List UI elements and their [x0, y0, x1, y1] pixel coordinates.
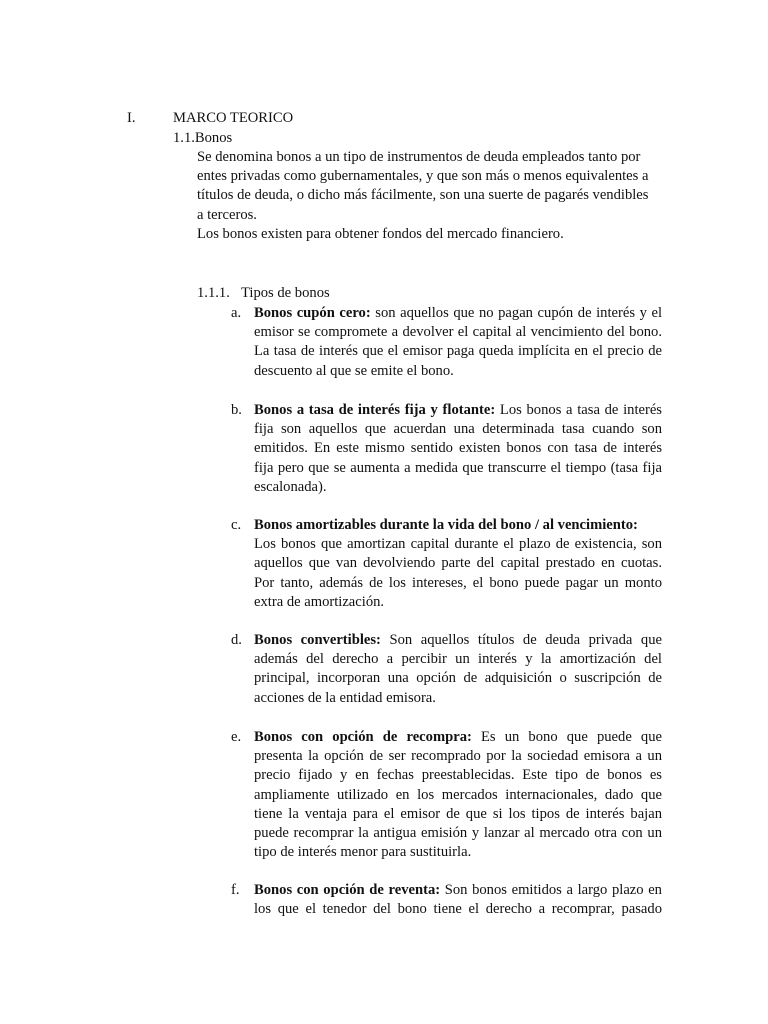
list-item-line: Por tanto, además de los intereses, el bono puede pagar un monto — [254, 574, 662, 591]
list-item-marker: b. — [231, 402, 242, 418]
list-item-line: Los bonos que amortizan capital durante el plazo de existencia, son — [254, 536, 662, 553]
section-title: MARCO TEORICO — [173, 110, 294, 126]
list-item-marker: e. — [231, 729, 242, 745]
list-item — [254, 631, 662, 708]
list-item-text: Son aquellos títulos de deuda privada que — [380, 632, 662, 648]
paragraph-line: a terceros. — [197, 206, 257, 223]
subsubsection-number: 1.1.1. — [197, 285, 230, 301]
list-item-text: son aquellos que no pagan cupón de interés y el — [370, 305, 662, 321]
paragraph-line: Los bonos existen para obtener fondos del mercado financiero. — [197, 225, 564, 242]
list-item-marker: a. — [231, 305, 242, 321]
list-item-text: Los bonos a tasa de interés — [495, 402, 662, 418]
subsection-heading: 1.1.Bonos — [173, 130, 233, 146]
list-item-line: principal, incorporan una opción de adquisición o suscripción de — [254, 670, 662, 687]
list-item-line: presenta la opción de ser recomprado por la sociedad emisora a un — [254, 748, 662, 765]
list-item-term: Bonos convertibles: — [254, 632, 381, 648]
list-item-line: acciones de la entidad emisora. — [254, 689, 436, 706]
list-item-line: fija son aquellos que acuerdan una determinada tasa cuando son — [254, 421, 662, 438]
list-item-line: precio fijado y en fechas preestablecidas. Este tipo de bonos es — [254, 767, 662, 784]
list-item-line: descuento al que se emite el bono. — [254, 362, 454, 379]
list-item-term: Bonos a tasa de interés fija y flotante: — [254, 402, 496, 418]
list-item-line: tipo de interés menor para sustituirla. — [254, 844, 472, 861]
list-item-marker: c. — [231, 517, 242, 533]
list-item-line: tiene la ventaja para el emisor de que si los tipos de interés bajan — [254, 805, 662, 822]
section-numeral: I. — [127, 110, 136, 126]
list-item-line: aquellos que van devolviendo parte del capital prestado en cuotas. — [254, 555, 662, 572]
list-item — [254, 728, 662, 862]
list-item-line: emitidos. En este mismo sentido existen bonos con tasa de interés — [254, 440, 662, 457]
list-item-line: puede recomprar la antigua emisión y lanzar al mercado otra con un — [254, 825, 662, 842]
list-item-line: La tasa de interés que el emisor paga queda implícita en el precio de — [254, 343, 662, 360]
list-item — [254, 516, 662, 612]
list-item-text: Son bonos emitidos a largo plazo en — [440, 882, 662, 898]
list-item-text: Es un bono que puede que — [471, 729, 662, 745]
list-item-line: extra de amortización. — [254, 593, 385, 610]
paragraph-line: Se denomina bonos a un tipo de instrumentos de deuda empleados tanto por — [197, 149, 641, 165]
list-item-marker: d. — [231, 632, 242, 648]
list-item-marker: f. — [231, 882, 240, 898]
list-item — [254, 881, 662, 919]
list-item-line: los que el tenedor del bono tiene el derecho a recomprar, pasado — [254, 901, 662, 918]
subsubsection-title: Tipos de bonos — [241, 285, 330, 301]
list-item — [254, 304, 662, 381]
list-item-line: ampliamente utilizado en los mercados internacionales, dado que — [254, 786, 662, 803]
list-item-term: Bonos cupón cero: — [254, 305, 371, 321]
list-item-line: fija pero que se aumenta a medida que transcurre el tiempo (tasa fija — [254, 459, 662, 476]
list-item-term: Bonos amortizables durante la vida del bono / al vencimiento: — [254, 517, 638, 533]
paragraph-line: entes privadas como gubernamentales, y que son más o menos equivalentes a — [197, 168, 649, 185]
list-item-term: Bonos con opción de recompra: — [254, 729, 472, 745]
list-item-term: Bonos con opción de reventa: — [254, 882, 441, 898]
list-item-line: escalonada). — [254, 478, 327, 495]
subsection-paragraph — [197, 148, 662, 244]
list-item-line: emisor se compromete a devolver el capital al vencimiento del bono. — [254, 324, 662, 341]
list-item-line: además del derecho a percibir un interés y la amortización del — [254, 651, 662, 668]
paragraph-line: títulos de deuda, o dicho más fácilmente, son una suerte de pagarés vendibles — [197, 187, 649, 204]
list-item — [254, 401, 662, 497]
